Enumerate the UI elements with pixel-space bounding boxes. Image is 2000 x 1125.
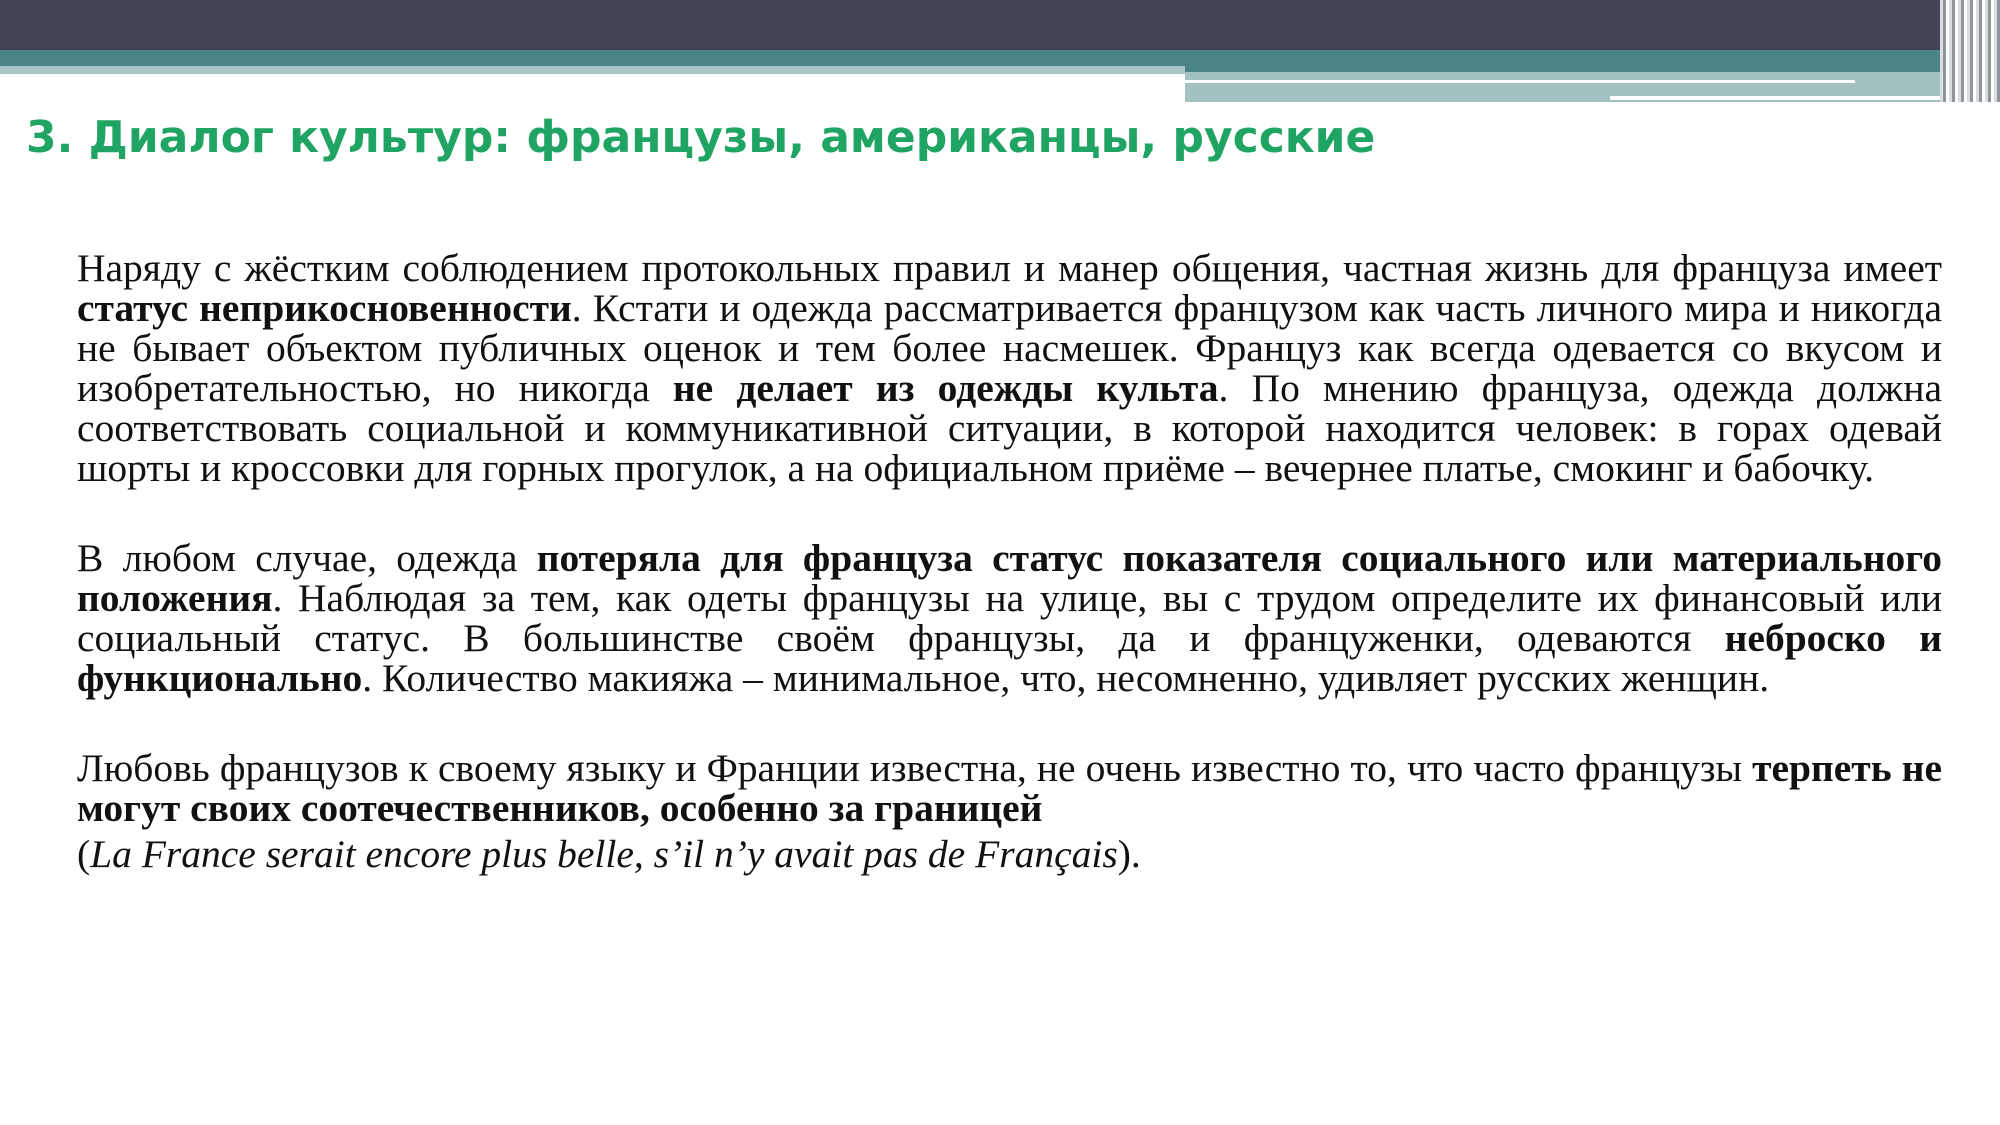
- french-quote-line: [77, 834, 1942, 874]
- header-light-strip-left: [0, 66, 1185, 74]
- slide-body: [77, 248, 1942, 924]
- quote-open-paren: (: [77, 832, 91, 876]
- slide-title: 3. Диалог культур: французы, американцы, русские: [26, 112, 1376, 163]
- header-stripes-decoration: [1940, 0, 2000, 102]
- header-dark-bar: [0, 0, 2000, 50]
- paragraph-1-bold-1: статус неприкосновенности: [77, 286, 572, 330]
- header-white-line: [1185, 80, 1855, 83]
- paragraph-2-text-3: . Количество макияжа – минимальное, что, несомненно, удивляет русских женщин.: [362, 656, 1770, 700]
- quote-close-paren: ).: [1117, 832, 1141, 876]
- paragraph-2-text-2: . Наблюдая за тем, как одеты французы на улице, вы с трудом определите их финансовый или социальный статус. В большинстве своём французы, да и француженки, одеваются: [77, 576, 1942, 660]
- paragraph-2-bold-1: потеряла для француза статус показателя социального или материального положения: [77, 536, 1942, 620]
- paragraph-2-bold-2: неброско и функционально: [77, 616, 1942, 700]
- paragraph-1-text-3: . По мнению француза, одежда должна соответствовать социальной и коммуникативной ситуации, в которой находится человек: в горах одевай шорты и кроссовки для горных прогулок, а на официальном приёме – вечернее платье, смокинг и бабочку.: [77, 366, 1942, 490]
- paragraph-3-text-1: Любовь французов к своему языку и Франции известна, не очень известно то, что часто французы: [77, 746, 1753, 790]
- french-quote: La France serait encore plus belle, s’il n’y avait pas de Français: [90, 832, 1118, 876]
- paragraph-1-text-2: . Кстати и одежда рассматривается французом как часть личного мира и никогда не бывает объектом публичных оценок и тем более насмешек. Француз как всегда одевается со вкусом и изобретательностью, но никогда: [77, 286, 1942, 410]
- paragraph-3: [77, 748, 1942, 874]
- paragraph-1-text-1: Наряду с жёстким соблюдением протокольных правил и манер общения, частная жизнь для француза имеет: [77, 246, 1942, 290]
- paragraph-1: [77, 248, 1942, 488]
- paragraph-2: [77, 538, 1942, 698]
- paragraph-3-bold-1: терпеть не могут своих соотечественников, особенно за границей: [77, 746, 1942, 830]
- paragraph-2-text-1: В любом случае, одежда: [77, 536, 537, 580]
- paragraph-1-bold-2: не делает из одежды культа: [672, 366, 1219, 410]
